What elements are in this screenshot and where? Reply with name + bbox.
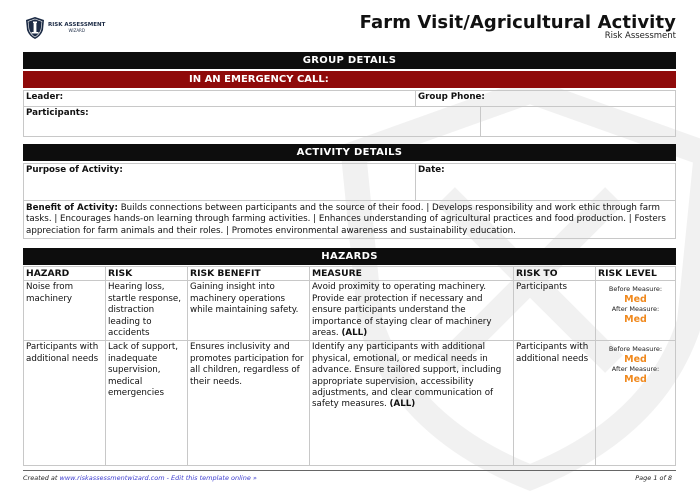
hazards-heading: HAZARDS <box>23 248 676 265</box>
risk-level-cell <box>596 281 676 341</box>
measure-text: Identify any participants with additional physical, emotional, or medical needs in advance. Ensure tailored support, including appropriate supervision, accessibility adjustments, and clear communication of safety measures. <box>312 342 502 410</box>
participants-extra-cell[interactable] <box>481 107 676 137</box>
date-label: Date: <box>418 165 445 175</box>
shield-logo-icon <box>25 16 45 40</box>
table-row <box>24 281 676 341</box>
activity-details-heading: ACTIVITY DETAILS <box>23 144 676 161</box>
before-measure-label: Before Measure: <box>608 285 663 294</box>
logo <box>25 16 105 40</box>
group-details-heading: GROUP DETAILS <box>23 52 676 69</box>
risk-to-cell: Participants with additional needs <box>514 341 596 466</box>
hazards-header-row <box>24 267 676 281</box>
measure-text: Avoid proximity to operating machinery. Provide ear protection if necessary and ensure participants understand the importance of staying clear of machinery areas. <box>312 282 492 339</box>
leader-label: Leader: <box>26 92 64 102</box>
group-phone-field[interactable] <box>416 91 676 107</box>
risk-to-cell: Participants <box>514 281 596 341</box>
date-field[interactable] <box>416 164 676 201</box>
hazard-cell: Participants with additional needs <box>24 341 106 466</box>
after-measure-label: After Measure: <box>611 305 660 314</box>
col-risk-benefit: RISK BENEFIT <box>188 267 310 281</box>
col-risk: RISK <box>106 267 188 281</box>
before-risk-badge: Med <box>624 294 647 306</box>
after-risk-badge: Med <box>624 374 647 386</box>
benefit-label: Benefit of Activity: <box>26 203 118 213</box>
table-row <box>24 341 676 466</box>
logo-text: RISK ASSESSMENT <box>48 22 106 28</box>
col-risk-level: RISK LEVEL <box>596 267 676 281</box>
activity-details-section <box>23 144 676 239</box>
risk-cell: Hearing loss, startle response, distraction leading to accidents <box>106 281 188 341</box>
after-risk-badge: Med <box>624 314 647 326</box>
risk-cell: Lack of support, inadequate supervision, medical emergencies <box>106 341 188 466</box>
measure-cell <box>310 341 514 466</box>
benefit-of-activity <box>24 201 676 239</box>
participants-label: Participants: <box>26 108 89 118</box>
after-measure-label: After Measure: <box>611 365 660 374</box>
col-hazard: HAZARD <box>24 267 106 281</box>
page-number: Page 1 of 8 <box>635 474 672 482</box>
measure-cell <box>310 281 514 341</box>
purpose-field[interactable] <box>24 164 416 201</box>
logo-subtext: WIZARD <box>68 28 85 33</box>
measure-tag: (ALL) <box>389 399 416 410</box>
benefit-cell: Gaining insight into machinery operations while maintaining safety. <box>188 281 310 341</box>
purpose-label: Purpose of Activity: <box>26 165 123 175</box>
risk-level-cell <box>596 341 676 466</box>
created-at-label: Created at <box>23 474 58 482</box>
footer-credit <box>23 474 257 482</box>
hazard-cell: Noise from machinery <box>24 281 106 341</box>
before-risk-badge: Med <box>624 354 647 366</box>
before-measure-label: Before Measure: <box>608 345 663 354</box>
leader-field[interactable] <box>24 91 416 107</box>
group-details-section <box>23 52 676 137</box>
measure-tag: (ALL) <box>341 328 368 339</box>
footer-divider <box>23 470 676 471</box>
hazards-table <box>23 266 676 466</box>
hazards-section <box>23 248 676 466</box>
emergency-call-banner: IN AN EMERGENCY CALL: <box>23 71 676 88</box>
benefit-text: Builds connections between participants and the source of their food. | Develops responsibility and work ethic through farm tasks. | Encourages hands-on learning through farming activities. | Enhances understanding of agricultural practices and food production. | Fosters appreciation for farm animals and their roles. | Promotes environmental awareness and sustainability education. <box>26 203 666 236</box>
website-link[interactable]: www.riskassessmentwizard.com - Edit this template online » <box>59 474 257 482</box>
benefit-cell: Ensures inclusivity and promotes participation for all children, regardless of their needs. <box>188 341 310 466</box>
document-title: Farm Visit/Agricultural Activity <box>359 12 676 33</box>
participants-field[interactable] <box>24 107 481 137</box>
group-phone-label: Group Phone: <box>418 92 485 102</box>
document-subtitle: Risk Assessment <box>604 31 676 41</box>
col-measure: MEASURE <box>310 267 514 281</box>
col-risk-to: RISK TO <box>514 267 596 281</box>
